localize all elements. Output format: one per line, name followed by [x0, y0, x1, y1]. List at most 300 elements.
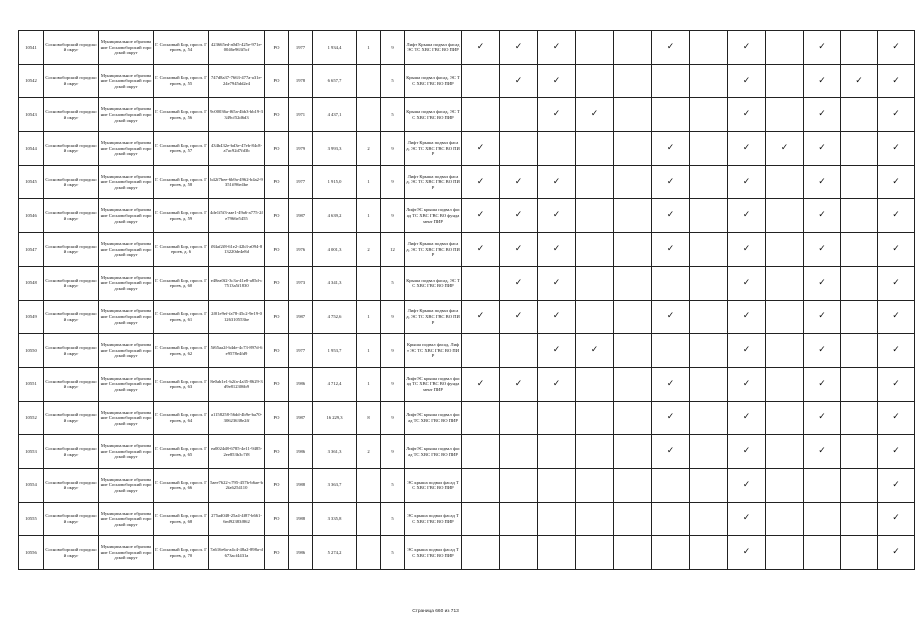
cell-work-5: [614, 435, 652, 469]
cell-c1: 2: [357, 435, 381, 469]
cell-floors: 9: [381, 132, 405, 166]
cell-year: 1988: [289, 502, 313, 536]
cell-id: 10556: [19, 536, 44, 570]
cell-works: ЭС крыша подвал фасад ТС ХВС ГВС ВО ПИР: [405, 502, 462, 536]
cell-municipality: Муниципальное образование Сосновоборский городской округ: [99, 536, 154, 570]
cell-address: Г. Сосновый Бор, просп. Героев, д. 68: [154, 502, 209, 536]
cell-work-10: [804, 367, 841, 401]
cell-works: ЛифтЭС крыша подвал фасад ТС ХВС ГВС ВО фундамент ПИР: [405, 367, 462, 401]
cell-work-9: [766, 367, 804, 401]
table-row: [19, 64, 915, 98]
cell-floors: 5: [381, 266, 405, 300]
table-row: [19, 334, 915, 368]
cell-work-4: [576, 435, 614, 469]
cell-work-8: [728, 165, 766, 199]
cell-region: Сосновоборский городской округ: [44, 165, 99, 199]
cell-work-4: [576, 199, 614, 233]
cell-address: Г. Сосновый Бор, просп. Героев, д. 70: [154, 536, 209, 570]
cell-work-12: [878, 536, 915, 570]
cell-work-7: [690, 98, 728, 132]
cell-area: 4 001,3: [313, 233, 357, 267]
cell-municipality: Муниципальное образование Сосновоборский городской округ: [99, 468, 154, 502]
cell-work-10: [804, 165, 841, 199]
cell-work-9: [766, 468, 804, 502]
cell-work-4: [576, 536, 614, 570]
checkmark-icon: ✓: [818, 142, 826, 153]
cell-id: 10551: [19, 367, 44, 401]
checkmark-icon: ✓: [476, 311, 485, 322]
cell-fund: РО: [265, 165, 289, 199]
cell-work-11: [841, 401, 878, 435]
cell-works: ЭС крыша подвал фасад ТС ХВС ГВС ВО ПИР: [405, 468, 462, 502]
cell-work-4: [576, 300, 614, 334]
cell-work-10: [804, 502, 841, 536]
table-row: [19, 199, 915, 233]
checkmark-icon: ✓: [818, 446, 826, 457]
cell-work-11: [841, 468, 878, 502]
cell-work-10: [804, 468, 841, 502]
cell-work-3: [538, 435, 576, 469]
cell-fund: РО: [265, 435, 289, 469]
cell-work-5: [614, 165, 652, 199]
checkmark-icon: ✓: [742, 75, 751, 86]
checkmark-icon: ✓: [552, 311, 561, 322]
cell-work-12: [878, 165, 915, 199]
cell-year: 1976: [289, 233, 313, 267]
checkmark-icon: ✓: [742, 479, 751, 490]
checkmark-icon: ✓: [892, 547, 900, 558]
cell-uuid: 5f65aa2f-b4de-4c73-897d-6e9578e4fd9: [209, 334, 265, 368]
table-row: [19, 132, 915, 166]
cell-address: Г. Сосновый Бор, просп. Героев, д. 60: [154, 266, 209, 300]
table-row: [19, 233, 915, 267]
cell-c1: [357, 98, 381, 132]
checkmark-icon: ✓: [742, 277, 751, 288]
cell-municipality: Муниципальное образование Сосновоборский городской округ: [99, 98, 154, 132]
cell-fund: РО: [265, 502, 289, 536]
checkmark-icon: ✓: [818, 176, 826, 187]
checkmark-icon: ✓: [892, 412, 900, 423]
cell-works: Лифт Крыша подвал фасад, ЭС ТС ХВС ГВС ВО ПИР: [405, 165, 462, 199]
cell-works: ЛифтЭС крыша подвал фасад ТС ХВС ГВС ВО ПИР: [405, 401, 462, 435]
cell-works: Лифт Крыша подвал фасад, ЭС ТС ХВС ГВС ВО ПИР: [405, 233, 462, 267]
cell-floors: 9: [381, 300, 405, 334]
cell-work-12: [878, 367, 915, 401]
cell-area: 3 361,3: [313, 435, 357, 469]
cell-work-12: [878, 266, 915, 300]
cell-fund: РО: [265, 468, 289, 502]
cell-fund: РО: [265, 334, 289, 368]
cell-floors: 9: [381, 165, 405, 199]
cell-work-1: [462, 468, 500, 502]
cell-region: Сосновоборский городской округ: [44, 233, 99, 267]
checkmark-icon: ✓: [742, 446, 751, 457]
registry-table: [18, 30, 915, 570]
cell-address: Г. Сосновый Бор, просп. Героев, д. 55: [154, 64, 209, 98]
page-footer: Страница 660 из 713: [412, 609, 459, 614]
cell-work-1: [462, 367, 500, 401]
cell-address: Г. Сосновый Бор, просп. Героев, д. 61: [154, 300, 209, 334]
cell-floors: 5: [381, 536, 405, 570]
checkmark-icon: ✓: [742, 243, 751, 254]
cell-municipality: Муниципальное образование Сосновоборский городской округ: [99, 334, 154, 368]
cell-works: Крыша подвал фасад, ЭС ТС ХВС ГВС ВО ПИР: [405, 266, 462, 300]
cell-id: 10553: [19, 435, 44, 469]
checkmark-icon: ✓: [818, 41, 826, 52]
cell-work-4: [576, 165, 614, 199]
cell-work-10: [804, 266, 841, 300]
cell-work-3: [538, 334, 576, 368]
cell-work-9: [766, 536, 804, 570]
cell-work-8: [728, 334, 766, 368]
checkmark-icon: ✓: [666, 311, 675, 322]
cell-work-7: [690, 468, 728, 502]
cell-work-5: [614, 536, 652, 570]
cell-uuid: 747d8a37-7663-477a-a31e-24e7945dd2e4: [209, 64, 265, 98]
cell-work-7: [690, 64, 728, 98]
cell-c1: 2: [357, 233, 381, 267]
checkmark-icon: ✓: [892, 41, 900, 52]
cell-work-10: [804, 31, 841, 65]
cell-uuid: 2f01e9ef-fa78-45c2-9e19-0126310553be: [209, 300, 265, 334]
cell-work-8: [728, 266, 766, 300]
cell-floors: 9: [381, 401, 405, 435]
cell-work-11: [841, 64, 878, 98]
cell-work-2: [500, 98, 538, 132]
cell-work-8: [728, 300, 766, 334]
cell-work-11: [841, 132, 878, 166]
checkmark-icon: ✓: [892, 513, 900, 524]
cell-work-12: [878, 64, 915, 98]
checkmark-icon: ✓: [552, 75, 561, 86]
cell-id: 10545: [19, 165, 44, 199]
cell-work-1: [462, 435, 500, 469]
cell-uuid: 8e0ab1e1-b2fa-4a35-8629-3d9e812306b9: [209, 367, 265, 401]
cell-work-7: [690, 367, 728, 401]
cell-work-6: [652, 468, 690, 502]
cell-floors: 12: [381, 233, 405, 267]
cell-work-2: [500, 266, 538, 300]
cell-works: ЛифтЭС крыша подвал фасад ТС ХВС ГВС ВО фундамент ПИР: [405, 199, 462, 233]
cell-work-1: [462, 132, 500, 166]
cell-work-3: [538, 536, 576, 570]
cell-floors: 9: [381, 334, 405, 368]
cell-area: 4 639,2: [313, 199, 357, 233]
cell-work-5: [614, 502, 652, 536]
cell-work-2: [500, 536, 538, 570]
checkmark-icon: ✓: [514, 311, 523, 322]
checkmark-icon: ✓: [590, 345, 599, 356]
cell-work-3: [538, 132, 576, 166]
cell-c1: 8: [357, 401, 381, 435]
cell-work-8: [728, 64, 766, 98]
cell-work-8: [728, 435, 766, 469]
cell-region: Сосновоборский городской округ: [44, 502, 99, 536]
cell-c1: 1: [357, 367, 381, 401]
checkmark-icon: ✓: [666, 41, 675, 52]
cell-work-2: [500, 367, 538, 401]
cell-work-3: [538, 64, 576, 98]
cell-region: Сосновоборский городской округ: [44, 468, 99, 502]
checkmark-icon: ✓: [818, 311, 826, 322]
cell-work-6: [652, 132, 690, 166]
cell-c1: [357, 266, 381, 300]
cell-work-11: [841, 300, 878, 334]
cell-area: 1 953,7: [313, 334, 357, 368]
cell-work-6: [652, 199, 690, 233]
cell-work-10: [804, 98, 841, 132]
cell-work-12: [878, 199, 915, 233]
cell-uuid: 423665ed-a0d5-425e-971e-0046e963f5cf: [209, 31, 265, 65]
cell-work-11: [841, 98, 878, 132]
cell-work-11: [841, 334, 878, 368]
cell-work-1: [462, 401, 500, 435]
cell-work-2: [500, 132, 538, 166]
checkmark-icon: ✓: [552, 176, 561, 187]
cell-fund: РО: [265, 536, 289, 570]
cell-work-1: [462, 300, 500, 334]
checkmark-icon: ✓: [742, 176, 751, 187]
cell-region: Сосновоборский городской округ: [44, 334, 99, 368]
cell-c1: 1: [357, 334, 381, 368]
cell-work-5: [614, 31, 652, 65]
cell-work-10: [804, 233, 841, 267]
cell-address: Г. Сосновый Бор, просп. Героев, д. 56: [154, 98, 209, 132]
cell-address: Г. Сосновый Бор, просп. Героев, д. 64: [154, 401, 209, 435]
cell-c1: [357, 502, 381, 536]
cell-work-9: [766, 132, 804, 166]
cell-region: Сосновоборский городской округ: [44, 300, 99, 334]
checkmark-icon: ✓: [818, 277, 826, 288]
cell-area: 4 712,4: [313, 367, 357, 401]
cell-year: 1987: [289, 401, 313, 435]
checkmark-icon: ✓: [892, 277, 900, 288]
cell-id: 10549: [19, 300, 44, 334]
cell-work-11: [841, 502, 878, 536]
cell-area: 3 993,3: [313, 132, 357, 166]
cell-address: Г. Сосновый Бор, просп. Героев, д. 59: [154, 199, 209, 233]
cell-municipality: Муниципальное образование Сосновоборский городской округ: [99, 64, 154, 98]
cell-fund: РО: [265, 64, 289, 98]
cell-region: Сосновоборский городской округ: [44, 132, 99, 166]
cell-work-5: [614, 266, 652, 300]
cell-municipality: Муниципальное образование Сосновоборский городской округ: [99, 199, 154, 233]
cell-work-2: [500, 468, 538, 502]
cell-municipality: Муниципальное образование Сосновоборский городской округ: [99, 300, 154, 334]
cell-c1: 1: [357, 199, 381, 233]
cell-work-11: [841, 233, 878, 267]
cell-id: 10541: [19, 31, 44, 65]
cell-work-7: [690, 334, 728, 368]
cell-work-5: [614, 64, 652, 98]
checkmark-icon: ✓: [552, 41, 561, 52]
cell-c1: 1: [357, 165, 381, 199]
checkmark-icon: ✓: [742, 513, 751, 524]
registry-table-body: [19, 31, 915, 570]
checkmark-icon: ✓: [514, 176, 523, 187]
cell-floors: 5: [381, 64, 405, 98]
cell-work-3: [538, 502, 576, 536]
cell-municipality: Муниципальное образование Сосновоборский городской округ: [99, 266, 154, 300]
cell-year: 1977: [289, 31, 313, 65]
cell-work-2: [500, 64, 538, 98]
cell-uuid: a1158258-56dd-4b9e-ba70-30623638e2ff: [209, 401, 265, 435]
cell-work-4: [576, 233, 614, 267]
cell-c1: 2: [357, 132, 381, 166]
cell-fund: РО: [265, 31, 289, 65]
checkmark-icon: ✓: [892, 75, 900, 86]
checkmark-icon: ✓: [892, 210, 900, 221]
cell-year: 1977: [289, 165, 313, 199]
cell-work-2: [500, 199, 538, 233]
cell-work-4: [576, 98, 614, 132]
cell-region: Сосновоборский городской округ: [44, 435, 99, 469]
checkmark-icon: ✓: [818, 109, 826, 120]
checkmark-icon: ✓: [590, 109, 599, 120]
checkmark-icon: ✓: [818, 243, 826, 254]
cell-work-9: [766, 233, 804, 267]
cell-work-4: [576, 367, 614, 401]
checkmark-icon: ✓: [552, 277, 561, 288]
checkmark-icon: ✓: [742, 41, 751, 52]
cell-work-9: [766, 502, 804, 536]
cell-work-11: [841, 199, 878, 233]
cell-work-11: [841, 536, 878, 570]
checkmark-icon: ✓: [742, 378, 751, 389]
cell-work-11: [841, 266, 878, 300]
checkmark-icon: ✓: [666, 210, 675, 221]
cell-region: Сосновоборский городской округ: [44, 266, 99, 300]
cell-area: 4 341,3: [313, 266, 357, 300]
cell-region: Сосновоборский городской округ: [44, 536, 99, 570]
cell-work-8: [728, 233, 766, 267]
cell-work-3: [538, 266, 576, 300]
cell-area: 16 229,3: [313, 401, 357, 435]
cell-uuid: 9c00036a-f65a-4bb3-bb19-3349cf52d6d3: [209, 98, 265, 132]
cell-fund: РО: [265, 98, 289, 132]
cell-area: 3 335,8: [313, 502, 357, 536]
cell-work-5: [614, 233, 652, 267]
cell-work-1: [462, 98, 500, 132]
cell-uuid: 7a616e6a-a4c4-48a2-898a-d673acf4431a: [209, 536, 265, 570]
cell-work-5: [614, 199, 652, 233]
cell-work-4: [576, 334, 614, 368]
table-row: [19, 300, 915, 334]
cell-floors: 9: [381, 31, 405, 65]
cell-work-3: [538, 300, 576, 334]
cell-year: 1986: [289, 536, 313, 570]
cell-work-6: [652, 98, 690, 132]
cell-id: 10550: [19, 334, 44, 368]
cell-work-3: [538, 165, 576, 199]
cell-c1: 1: [357, 31, 381, 65]
cell-c1: 1: [357, 300, 381, 334]
checkmark-icon: ✓: [514, 277, 523, 288]
checkmark-icon: ✓: [666, 176, 675, 187]
cell-uuid: b42f7bee-6b9a-4962-b4a2-9351ff96e4be: [209, 165, 265, 199]
cell-region: Сосновоборский городской округ: [44, 199, 99, 233]
cell-area: 3 363,7: [313, 468, 357, 502]
checkmark-icon: ✓: [514, 243, 523, 254]
cell-work-8: [728, 98, 766, 132]
cell-work-11: [841, 367, 878, 401]
checkmark-icon: ✓: [552, 243, 561, 254]
cell-uuid: 5aee7622-c795-457b-b6ae-b2fa6254110: [209, 468, 265, 502]
cell-work-6: [652, 367, 690, 401]
table-row: [19, 502, 915, 536]
cell-work-7: [690, 31, 728, 65]
cell-address: Г. Сосновый Бор, просп. Героев, д. 62: [154, 334, 209, 368]
cell-fund: РО: [265, 367, 289, 401]
table-row: [19, 98, 915, 132]
cell-work-6: [652, 64, 690, 98]
cell-works: Лифт Крыша подвал фасад, ЭС ТС ХВС ГВС ВО ПИР: [405, 132, 462, 166]
checkmark-icon: ✓: [892, 345, 900, 356]
cell-work-3: [538, 31, 576, 65]
cell-work-6: [652, 435, 690, 469]
cell-region: Сосновоборский городской округ: [44, 31, 99, 65]
cell-work-8: [728, 199, 766, 233]
cell-work-12: [878, 132, 915, 166]
cell-work-12: [878, 334, 915, 368]
cell-work-6: [652, 165, 690, 199]
cell-floors: 5: [381, 502, 405, 536]
checkmark-icon: ✓: [476, 41, 485, 52]
cell-area: 4 437,1: [313, 98, 357, 132]
cell-work-1: [462, 199, 500, 233]
table-row: [19, 435, 915, 469]
checkmark-icon: ✓: [514, 378, 523, 389]
cell-address: Г. Сосновый Бор, просп. Героев, д. 54: [154, 31, 209, 65]
cell-year: 1988: [289, 468, 313, 502]
checkmark-icon: ✓: [476, 210, 485, 221]
cell-work-12: [878, 31, 915, 65]
cell-uuid: 434b432e-bd3e-47eb-84c8-a7ac92d7fd3b: [209, 132, 265, 166]
cell-works: Крыша подвал фасад, ЭС ТС ХВС ГВС ВО ПИР: [405, 98, 462, 132]
cell-work-8: [728, 401, 766, 435]
checkmark-icon: ✓: [742, 311, 751, 322]
checkmark-icon: ✓: [892, 479, 900, 490]
cell-work-7: [690, 300, 728, 334]
cell-municipality: Муниципальное образование Сосновоборский городской округ: [99, 233, 154, 267]
cell-work-7: [690, 233, 728, 267]
cell-uuid: 275ad048-25a4-4f87-b661-6ed92383f862: [209, 502, 265, 536]
cell-work-5: [614, 132, 652, 166]
cell-c1: [357, 536, 381, 570]
cell-work-1: [462, 502, 500, 536]
cell-work-7: [690, 165, 728, 199]
cell-work-2: [500, 334, 538, 368]
cell-work-1: [462, 31, 500, 65]
cell-work-3: [538, 468, 576, 502]
cell-year: 1971: [289, 98, 313, 132]
cell-fund: РО: [265, 233, 289, 267]
cell-address: Г. Сосновый Бор, просп. Героев, д. 57: [154, 132, 209, 166]
cell-year: 1986: [289, 435, 313, 469]
cell-work-10: [804, 199, 841, 233]
cell-work-10: [804, 536, 841, 570]
cell-work-5: [614, 334, 652, 368]
table-row: [19, 536, 915, 570]
cell-work-1: [462, 536, 500, 570]
cell-work-6: [652, 334, 690, 368]
table-row: [19, 401, 915, 435]
cell-work-9: [766, 165, 804, 199]
cell-work-8: [728, 367, 766, 401]
checkmark-icon: ✓: [514, 75, 523, 86]
cell-area: 1 934,4: [313, 31, 357, 65]
cell-work-5: [614, 401, 652, 435]
